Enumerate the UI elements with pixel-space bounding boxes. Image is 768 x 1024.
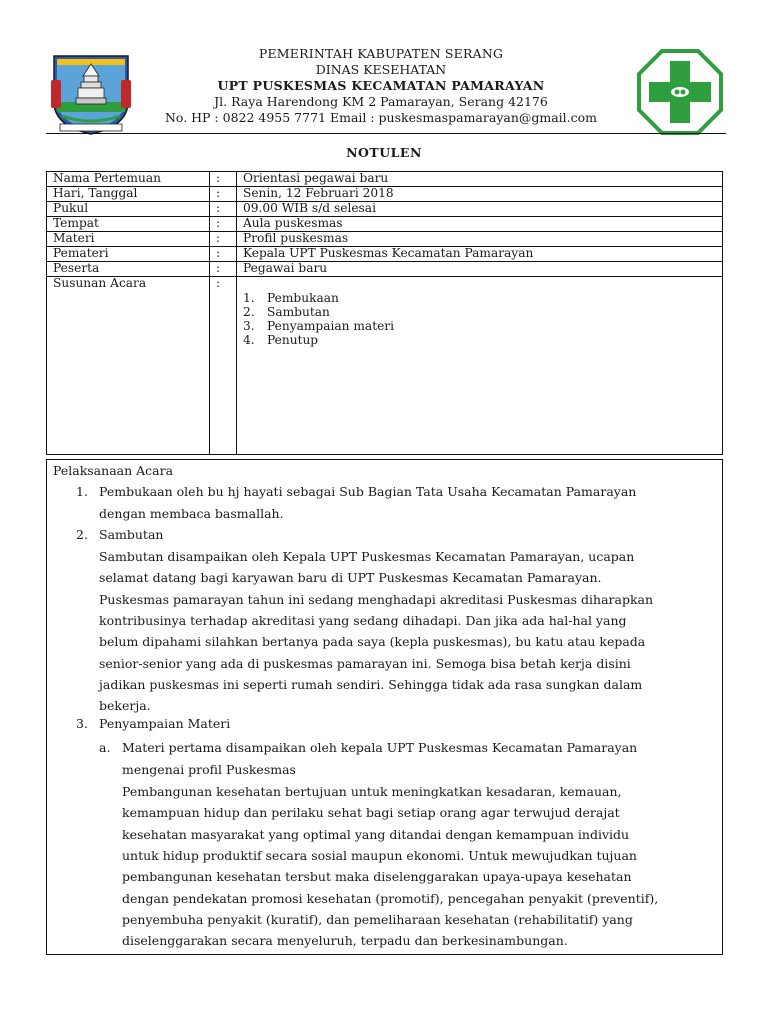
- paragraph-line: kesehatan masyarakat yang optimal yang ditandai dengan kemampuan individu: [122, 826, 630, 842]
- info-label: Hari, Tanggal: [47, 187, 210, 202]
- pelaksanaan-section: [46, 459, 723, 955]
- info-value: Orientasi pegawai baru: [237, 172, 723, 187]
- agenda-number: 3.: [243, 319, 255, 333]
- letterhead-text: [136, 46, 626, 126]
- info-label: Peserta: [47, 262, 210, 277]
- info-label: Pemateri: [47, 247, 210, 262]
- info-label: Pukul: [47, 202, 210, 217]
- regency-emblem-icon: [48, 50, 134, 136]
- info-separator: :: [210, 247, 237, 262]
- subheading: Penyampaian Materi: [99, 716, 231, 731]
- address: Jl. Raya Harendong KM 2 Pamarayan, Serang 42176: [214, 94, 548, 109]
- agenda-number: 2.: [243, 305, 255, 319]
- department-name: DINAS KESEHATAN: [315, 62, 447, 77]
- info-label: Materi: [47, 232, 210, 247]
- info-separator: :: [210, 172, 237, 187]
- list-number: 2.: [76, 527, 88, 542]
- info-row: [47, 247, 723, 262]
- meeting-info-table: [46, 171, 723, 455]
- paragraph-line: dengan membaca basmallah.: [99, 506, 284, 521]
- agenda-text: Penyampaian materi: [267, 319, 395, 333]
- list-number: 3.: [76, 716, 88, 731]
- paragraph-line: Pembangunan kesehatan bertujuan untuk meningkatkan kesadaran, kemauan,: [122, 784, 622, 799]
- info-row: [47, 217, 723, 232]
- info-row: [47, 232, 723, 247]
- header-divider: [46, 133, 726, 134]
- paragraph-line: jadikan puskesmas ini seperti rumah sendiri. Sehingga tidak ada rasa sungkan dalam: [99, 676, 643, 692]
- info-value: Profil puskesmas: [237, 232, 723, 247]
- puskesmas-cross-icon: [636, 48, 724, 136]
- info-separator: :: [210, 217, 237, 232]
- paragraph-line: Pembukaan oleh bu hj hayati sebagai Sub Bagian Tata Usaha Kecamatan Pamarayan: [99, 484, 637, 499]
- info-value: Pegawai baru: [237, 262, 723, 277]
- info-separator: :: [210, 262, 237, 277]
- section-heading: Pelaksanaan Acara: [53, 463, 174, 478]
- info-row: [47, 262, 723, 277]
- paragraph-line: untuk hidup produktif secara sosial maupun ekonomi. Untuk mewujudkan tujuan: [122, 847, 637, 863]
- info-value: 09.00 WIB s/d selesai: [237, 202, 723, 217]
- paragraph-line: dengan pendekatan promosi kesehatan (promotif), pencegahan penyakit (preventif),: [122, 890, 659, 906]
- paragraph-line: kemampuan hidup dan perilaku sehat bagi setiap orang agar terwujud derajat: [122, 805, 620, 821]
- list-letter: a.: [99, 740, 111, 755]
- info-label: Susunan Acara: [47, 277, 210, 455]
- paragraph-line: diselenggarakan secara menyeluruh, terpadu dan berkesinambungan.: [122, 933, 568, 949]
- letterhead: [46, 46, 726, 136]
- info-separator: :: [210, 187, 237, 202]
- info-separator: :: [210, 232, 237, 247]
- contact-info: No. HP : 0822 4955 7771 Email : puskesmaspamarayan@gmail.com: [164, 110, 598, 125]
- info-separator: :: [210, 277, 237, 455]
- paragraph-line: bekerja.: [99, 698, 151, 714]
- institution-name: UPT PUSKESMAS KECAMATAN PAMARAYAN: [217, 78, 545, 93]
- info-label: Tempat: [47, 217, 210, 232]
- paragraph-line: Puskesmas pamarayan tahun ini sedang menghadapi akreditasi Puskesmas diharapkan: [99, 591, 654, 607]
- subheading: Sambutan: [99, 527, 164, 542]
- info-value: Kepala UPT Puskesmas Kecamatan Pamarayan: [237, 247, 723, 262]
- paragraph-line: kontribusinya terhadap akreditasi yang sedang dihadapi. Dan jika ada hal-hal yang: [99, 612, 627, 628]
- paragraph-line: pembangunan kesehatan tersbut maka diselenggarakan upaya-upaya kesehatan: [122, 869, 632, 885]
- paragraph-line: Materi pertama disampaikan oleh kepala UPT Puskesmas Kecamatan Pamarayan: [122, 740, 638, 755]
- agenda-item: [243, 333, 716, 347]
- paragraph-line: Sambutan disampaikan oleh Kepala UPT Puskesmas Kecamatan Pamarayan, ucapan: [99, 549, 635, 564]
- agenda-list: [243, 291, 716, 347]
- agenda-number: 1.: [243, 291, 255, 305]
- paragraph-line: senior-senior yang ada di puskesmas pamarayan ini. Semoga bisa betah kerja disini: [99, 655, 631, 671]
- agenda-item: [243, 319, 716, 333]
- agenda-item: [243, 291, 716, 305]
- list-number: 1.: [76, 484, 88, 499]
- agenda-item: [243, 305, 716, 319]
- agenda-number: 4.: [243, 333, 255, 347]
- info-value: Aula puskesmas: [237, 217, 723, 232]
- government-name: PEMERINTAH KABUPATEN SERANG: [258, 46, 504, 61]
- agenda-text: Sambutan: [267, 305, 330, 319]
- paragraph-line: penyembuha penyakit (kuratif), dan pemeliharaan kesehatan (rehabilitatif) yang: [122, 911, 633, 927]
- agenda-text: Penutup: [267, 333, 319, 347]
- paragraph-line: belum dipahami silahkan bertanya pada saya (kepla puskesmas), bu katu atau kepada: [99, 634, 646, 650]
- info-row-agenda: [47, 277, 723, 455]
- info-row: [47, 202, 723, 217]
- info-label: Nama Pertemuan: [47, 172, 210, 187]
- info-value: Senin, 12 Februari 2018: [237, 187, 723, 202]
- info-separator: :: [210, 202, 237, 217]
- info-row: [47, 187, 723, 202]
- agenda-cell: [237, 277, 723, 455]
- paragraph-line: mengenai profil Puskesmas: [122, 762, 296, 777]
- info-row: [47, 172, 723, 187]
- agenda-text: Pembukaan: [267, 291, 339, 305]
- document-title: NOTULEN: [346, 145, 422, 160]
- paragraph-line: selamat datang bagi karyawan baru di UPT Puskesmas Kecamatan Pamarayan.: [99, 570, 602, 586]
